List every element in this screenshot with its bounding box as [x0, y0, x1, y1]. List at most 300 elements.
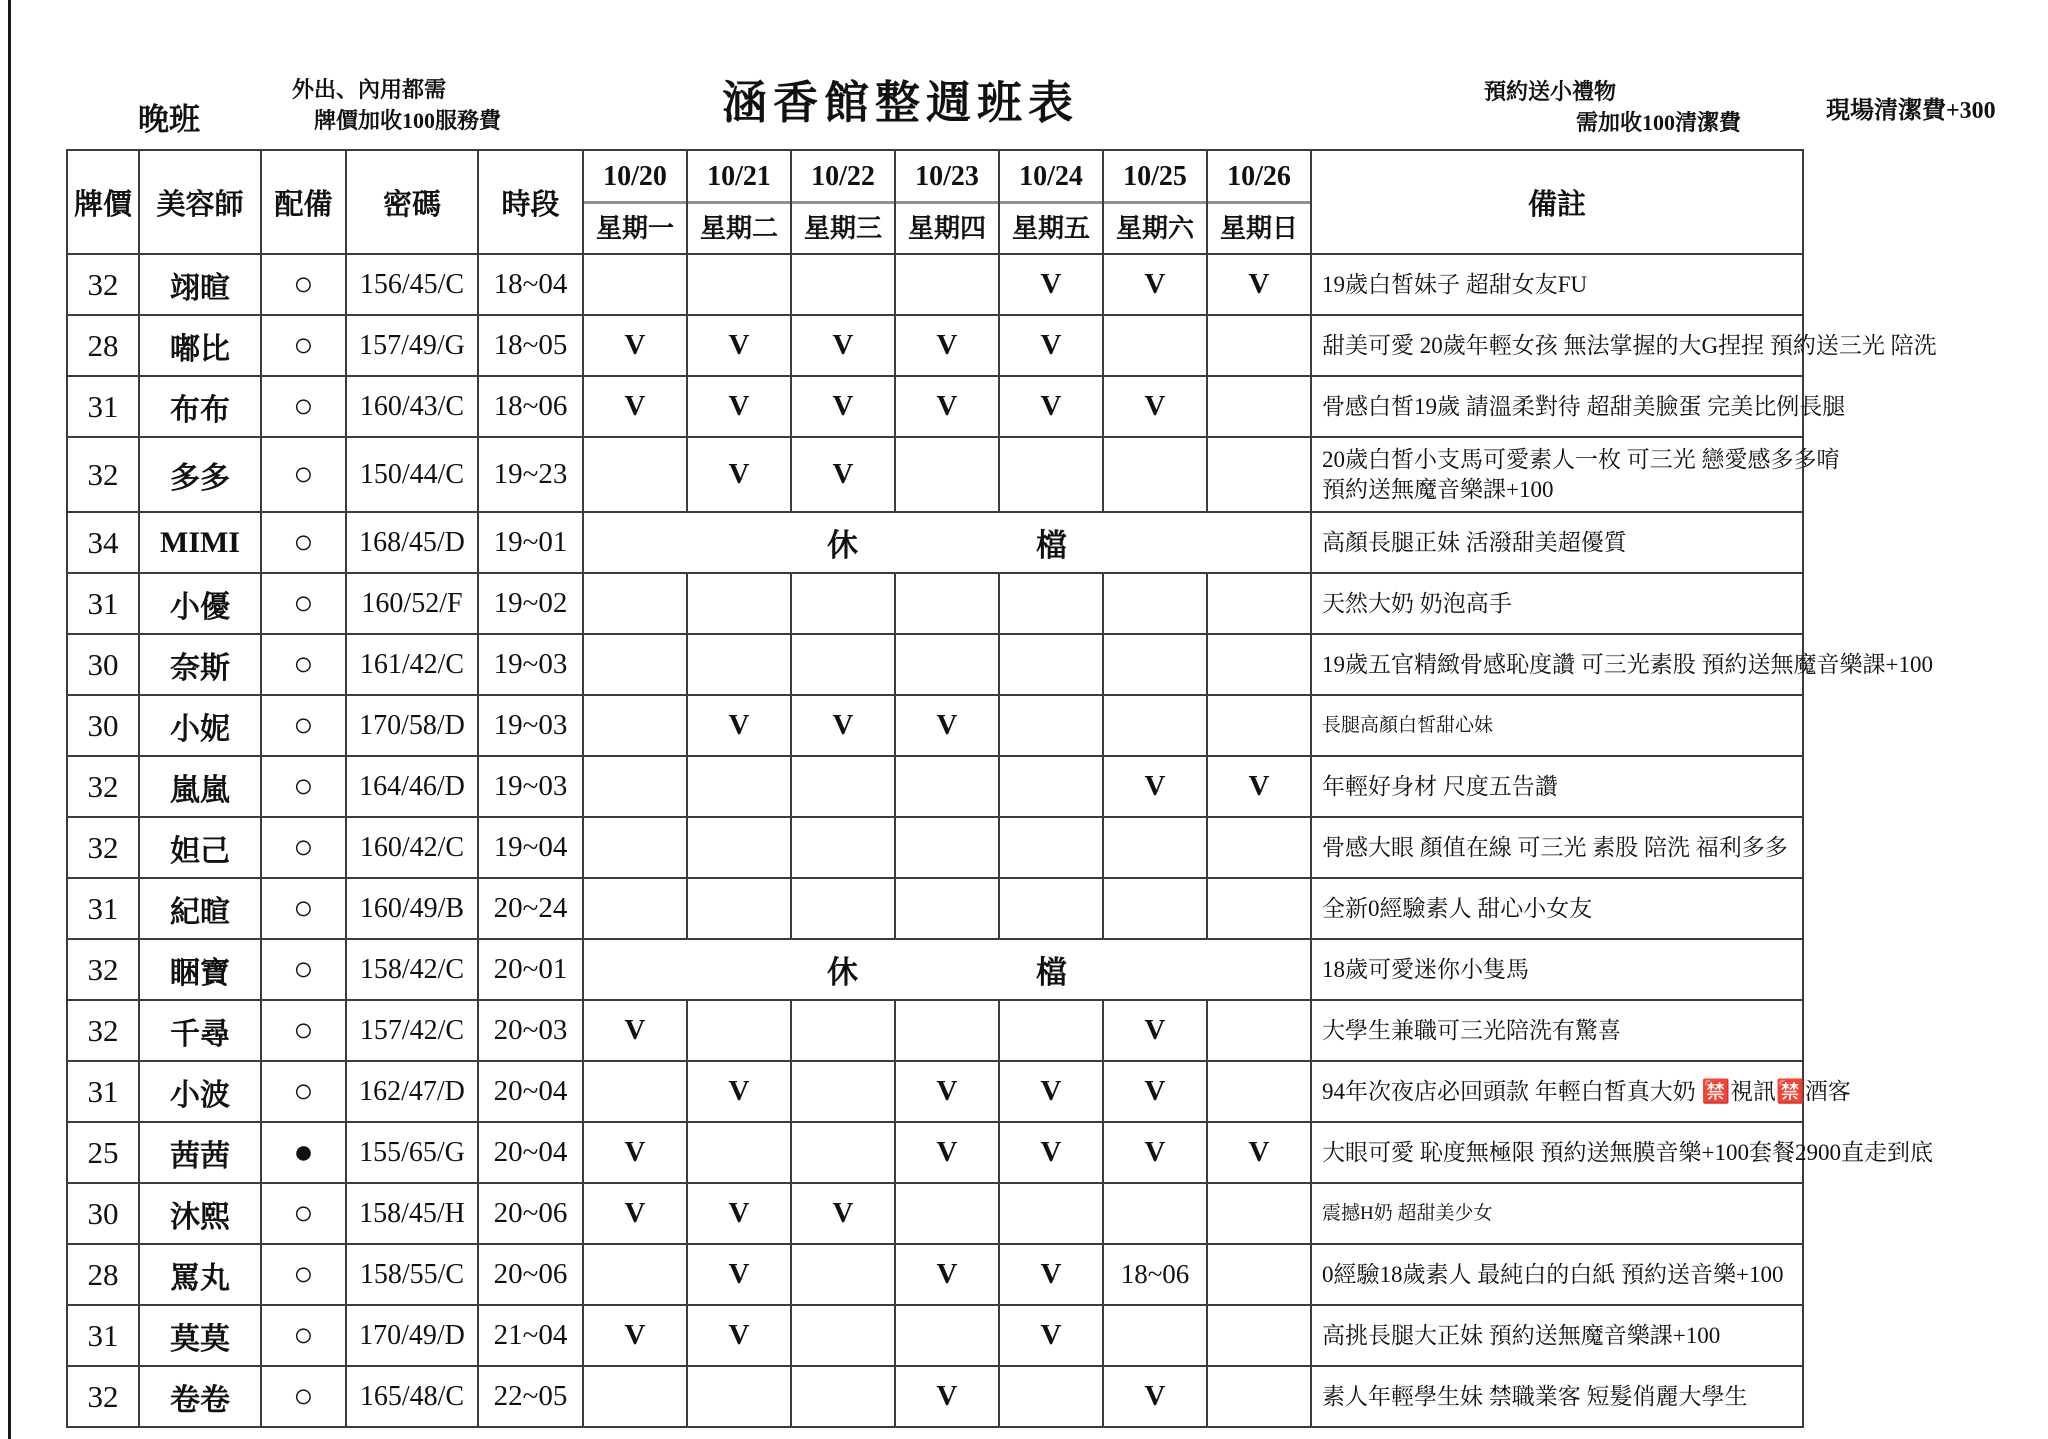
day-date: 10/21	[688, 151, 790, 204]
schedule-mark-cell: V	[1103, 254, 1207, 315]
price-cell: 31	[67, 376, 139, 437]
beautician-name-cell: 嘟比	[139, 315, 261, 376]
schedule-mark-cell: V	[583, 1122, 687, 1183]
schedule-mark-cell: V	[999, 1244, 1103, 1305]
schedule-mark-cell	[583, 573, 687, 634]
price-cell: 32	[67, 756, 139, 817]
schedule-mark-cell	[895, 1000, 999, 1061]
table-row	[67, 1244, 1803, 1305]
beautician-name-cell: 千尋	[139, 1000, 261, 1061]
remark-text: 甜美可愛 20歲年輕女孩 無法掌握的大G捏捏 預約送三光 陪洗	[1322, 332, 1937, 358]
schedule-mark-cell	[1207, 315, 1311, 376]
on-leave-cell	[583, 939, 1311, 1000]
day-date: 10/26	[1208, 151, 1310, 204]
remark-cell	[1311, 437, 1840, 512]
day-weekday: 星期一	[595, 214, 674, 243]
code-cell: 160/52/F	[346, 573, 478, 634]
remark-text: 高挑長腿大正妹 預約送無魔音樂課+100	[1322, 1322, 1721, 1348]
schedule-mark-cell	[1207, 1183, 1311, 1244]
column-header-day-6	[1103, 150, 1207, 254]
schedule-mark-cell	[895, 1305, 999, 1366]
table-row	[67, 1122, 1803, 1183]
on-leave-char: 休	[827, 528, 858, 563]
schedule-mark-cell: V	[687, 1183, 791, 1244]
booking-gift-note	[1484, 76, 1741, 138]
column-header-day-7	[1207, 150, 1311, 254]
schedule-mark-cell	[1103, 695, 1207, 756]
schedule-mark-cell: V	[583, 1305, 687, 1366]
code-cell: 158/42/C	[346, 939, 478, 1000]
remark-cell	[1311, 1305, 1803, 1366]
schedule-mark-cell: V	[895, 1366, 999, 1427]
column-header-day-5	[999, 150, 1103, 254]
schedule-mark-cell: V	[895, 695, 999, 756]
table-row	[67, 1061, 1803, 1122]
schedule-mark-cell	[1207, 1305, 1311, 1366]
schedule-mark-cell	[687, 756, 791, 817]
schedule-mark-cell: V	[583, 376, 687, 437]
equipment-indicator-cell: ○	[261, 573, 346, 634]
remark-text: 18歲可愛迷你小隻馬	[1322, 956, 1529, 982]
schedule-mark-cell	[687, 817, 791, 878]
code-cell: 170/49/D	[346, 1305, 478, 1366]
schedule-mark-cell	[999, 1366, 1103, 1427]
beautician-name-cell: MIMI	[139, 512, 261, 573]
timeslot-cell: 18~04	[478, 254, 583, 315]
table-row	[67, 376, 1803, 437]
equipment-indicator-cell: ○	[261, 254, 346, 315]
schedule-mark-cell: V	[1207, 756, 1311, 817]
timeslot-cell: 20~04	[478, 1122, 583, 1183]
schedule-mark-cell: V	[895, 1122, 999, 1183]
booking-gift-note-line2: 需加收100清潔費	[1576, 110, 1742, 135]
remark-text: 年輕好身材 尺度五告讚	[1322, 773, 1558, 799]
schedule-mark-cell	[895, 1183, 999, 1244]
schedule-mark-cell	[687, 1122, 791, 1183]
remark-cell	[1311, 695, 1803, 756]
beautician-name-cell: 沐熙	[139, 1183, 261, 1244]
schedule-mark-cell: V	[895, 376, 999, 437]
equipment-indicator-cell: ○	[261, 634, 346, 695]
day-date: 10/22	[792, 151, 894, 204]
column-header-beautician: 美容師	[139, 150, 261, 254]
schedule-mark-cell: V	[791, 1183, 895, 1244]
code-cell: 165/48/C	[346, 1366, 478, 1427]
remark-text: 天然大奶 奶泡高手	[1322, 590, 1512, 616]
schedule-mark-cell: V	[895, 1061, 999, 1122]
day-date: 10/25	[1104, 151, 1206, 204]
price-cell: 32	[67, 254, 139, 315]
equipment-indicator-cell: ●	[261, 1122, 346, 1183]
onsite-cleaning-fee-note: 現場清潔費+300	[1826, 98, 1996, 124]
schedule-mark-cell	[791, 1244, 895, 1305]
price-cell: 34	[67, 512, 139, 573]
schedule-mark-cell	[999, 634, 1103, 695]
on-leave-char: 休	[827, 955, 858, 990]
schedule-mark-cell: V	[999, 376, 1103, 437]
code-cell: 168/45/D	[346, 512, 478, 573]
column-header-price: 牌價	[67, 150, 139, 254]
schedule-mark-cell	[687, 1366, 791, 1427]
schedule-mark-cell: V	[999, 1061, 1103, 1122]
price-cell: 31	[67, 573, 139, 634]
timeslot-cell: 20~04	[478, 1061, 583, 1122]
schedule-mark-cell	[999, 695, 1103, 756]
equipment-indicator-cell: ○	[261, 939, 346, 1000]
schedule-mark-cell	[1207, 695, 1311, 756]
schedule-mark-cell	[791, 878, 895, 939]
schedule-mark-cell	[1207, 1366, 1311, 1427]
remark-text: 0經驗18歲素人 最純白的白紙 預約送音樂+100	[1322, 1261, 1784, 1287]
code-cell: 155/65/G	[346, 1122, 478, 1183]
price-cell: 30	[67, 1183, 139, 1244]
on-leave-char: 檔	[1036, 528, 1067, 563]
schedule-mark-cell	[999, 756, 1103, 817]
timeslot-cell: 19~23	[478, 437, 583, 512]
schedule-mark-cell	[791, 1366, 895, 1427]
timeslot-cell: 20~06	[478, 1244, 583, 1305]
schedule-mark-cell	[583, 1244, 687, 1305]
schedule-mark-cell	[1103, 1305, 1207, 1366]
column-header-day-3	[791, 150, 895, 254]
table-row	[67, 695, 1803, 756]
code-cell: 158/45/H	[346, 1183, 478, 1244]
beautician-name-cell: 茜茜	[139, 1122, 261, 1183]
service-fee-note-line1: 外出、內用都需	[292, 77, 447, 102]
schedule-mark-cell	[1207, 1000, 1311, 1061]
schedule-mark-cell	[583, 254, 687, 315]
service-fee-note-line2: 牌價加收100服務費	[314, 108, 502, 133]
table-row	[67, 1000, 1803, 1061]
table-row	[67, 939, 1803, 1000]
schedule-mark-cell	[1207, 437, 1311, 512]
schedule-mark-cell	[895, 634, 999, 695]
schedule-mark-cell	[583, 878, 687, 939]
column-header-day-2	[687, 150, 791, 254]
price-cell: 32	[67, 939, 139, 1000]
table-row	[67, 437, 1803, 512]
price-cell: 30	[67, 695, 139, 756]
table-row	[67, 1366, 1803, 1427]
schedule-mark-cell: V	[1103, 1000, 1207, 1061]
schedule-mark-cell	[583, 634, 687, 695]
schedule-mark-cell	[1207, 376, 1311, 437]
day-weekday: 星期三	[803, 214, 882, 243]
timeslot-cell: 19~01	[478, 512, 583, 573]
remark-text: 94年次夜店必回頭款 年輕白皙真大奶 🈲視訊🈲酒客	[1322, 1078, 1851, 1104]
beautician-name-cell: 小波	[139, 1061, 261, 1122]
schedule-mark-cell	[1103, 1183, 1207, 1244]
schedule-mark-cell	[583, 437, 687, 512]
price-cell: 32	[67, 817, 139, 878]
column-header-timeslot: 時段	[478, 150, 583, 254]
timeslot-cell: 18~06	[478, 376, 583, 437]
beautician-name-cell: 紀暄	[139, 878, 261, 939]
table-row	[67, 756, 1803, 817]
schedule-mark-cell: V	[687, 437, 791, 512]
schedule-table	[66, 149, 1937, 1428]
remark-cell	[1311, 1061, 1851, 1122]
day-date: 10/20	[584, 151, 686, 204]
schedule-mark-cell: V	[999, 315, 1103, 376]
table-row	[67, 512, 1803, 573]
schedule-mark-cell	[1207, 573, 1311, 634]
schedule-mark-cell	[583, 1061, 687, 1122]
equipment-indicator-cell: ○	[261, 878, 346, 939]
schedule-mark-cell	[895, 254, 999, 315]
remark-cell	[1311, 634, 1933, 695]
remark-text: 全新0經驗素人 甜心小女友	[1322, 895, 1593, 921]
timeslot-cell: 20~03	[478, 1000, 583, 1061]
beautician-name-cell: 布布	[139, 376, 261, 437]
timeslot-cell: 21~04	[478, 1305, 583, 1366]
remark-cell	[1311, 1366, 1803, 1427]
remark-text: 長腿高顏白皙甜心妹	[1322, 714, 1494, 736]
schedule-mark-cell	[791, 573, 895, 634]
code-cell: 158/55/C	[346, 1244, 478, 1305]
schedule-mark-cell	[791, 1061, 895, 1122]
table-row	[67, 1183, 1803, 1244]
price-cell: 32	[67, 437, 139, 512]
beautician-name-cell: 多多	[139, 437, 261, 512]
schedule-mark-cell: V	[687, 315, 791, 376]
schedule-mark-cell	[1207, 817, 1311, 878]
timeslot-cell: 20~01	[478, 939, 583, 1000]
column-header-day-1	[583, 150, 687, 254]
schedule-mark-cell: V	[583, 1183, 687, 1244]
beautician-name-cell: 嵐嵐	[139, 756, 261, 817]
day-weekday: 星期六	[1115, 214, 1194, 243]
equipment-indicator-cell: ○	[261, 437, 346, 512]
remark-cell	[1311, 756, 1803, 817]
schedule-mark-cell	[999, 817, 1103, 878]
schedule-mark-cell	[1103, 817, 1207, 878]
equipment-indicator-cell: ○	[261, 1366, 346, 1427]
timeslot-cell: 19~03	[478, 756, 583, 817]
remark-text: 大眼可愛 恥度無極限 預約送無膜音樂+100套餐2900直走到底	[1322, 1139, 1933, 1165]
schedule-mark-cell	[999, 878, 1103, 939]
price-cell: 31	[67, 878, 139, 939]
price-cell: 25	[67, 1122, 139, 1183]
price-cell: 28	[67, 315, 139, 376]
code-cell: 150/44/C	[346, 437, 478, 512]
service-fee-note	[292, 74, 501, 136]
equipment-indicator-cell: ○	[261, 1244, 346, 1305]
equipment-indicator-cell: ○	[261, 1183, 346, 1244]
on-leave-char: 檔	[1036, 955, 1067, 990]
equipment-indicator-cell: ○	[261, 376, 346, 437]
schedule-mark-cell: V	[999, 254, 1103, 315]
day-date: 10/24	[1000, 151, 1102, 204]
schedule-mark-cell	[895, 878, 999, 939]
code-cell: 157/42/C	[346, 1000, 478, 1061]
schedule-mark-cell: V	[791, 315, 895, 376]
code-cell: 170/58/D	[346, 695, 478, 756]
schedule-mark-cell	[895, 756, 999, 817]
column-header-remarks: 備註	[1311, 150, 1803, 254]
schedule-mark-cell	[791, 1305, 895, 1366]
page-left-border	[8, 0, 11, 1439]
beautician-name-cell: 卷卷	[139, 1366, 261, 1427]
beautician-name-cell: 小妮	[139, 695, 261, 756]
schedule-mark-cell: V	[999, 1122, 1103, 1183]
schedule-mark-cell	[1207, 878, 1311, 939]
equipment-indicator-cell: ○	[261, 315, 346, 376]
timeslot-cell: 18~05	[478, 315, 583, 376]
table-row	[67, 878, 1803, 939]
beautician-name-cell: 妲己	[139, 817, 261, 878]
remark-text: 高顏長腿正妹 活潑甜美超優質	[1322, 529, 1627, 555]
equipment-indicator-cell: ○	[261, 1305, 346, 1366]
schedule-mark-cell	[895, 437, 999, 512]
remark-text-line2: 預約送無魔音樂課+100	[1322, 476, 1554, 502]
beautician-name-cell: 翊暄	[139, 254, 261, 315]
schedule-mark-cell	[1103, 315, 1207, 376]
code-cell: 160/43/C	[346, 376, 478, 437]
page-title: 涵香館整週班表	[722, 78, 1080, 128]
header-row	[67, 150, 1803, 254]
day-date: 10/23	[896, 151, 998, 204]
timeslot-cell: 19~04	[478, 817, 583, 878]
schedule-mark-cell	[583, 756, 687, 817]
remark-cell	[1311, 1183, 1803, 1244]
schedule-mark-cell	[687, 1000, 791, 1061]
schedule-mark-cell	[687, 573, 791, 634]
column-header-code: 密碼	[346, 150, 478, 254]
remark-cell	[1311, 376, 1846, 437]
timeslot-cell: 19~03	[478, 634, 583, 695]
schedule-mark-cell	[687, 878, 791, 939]
remark-cell	[1311, 939, 1803, 1000]
day-weekday: 星期五	[1011, 214, 1090, 243]
schedule-mark-cell	[583, 1366, 687, 1427]
on-leave-label	[584, 520, 1310, 565]
remark-cell	[1311, 1244, 1803, 1305]
schedule-mark-cell	[999, 1183, 1103, 1244]
schedule-mark-cell	[1207, 634, 1311, 695]
schedule-mark-cell	[583, 695, 687, 756]
schedule-mark-cell	[791, 1000, 895, 1061]
code-cell: 161/42/C	[346, 634, 478, 695]
code-cell: 162/47/D	[346, 1061, 478, 1122]
remark-cell	[1311, 878, 1803, 939]
schedule-mark-cell: V	[1103, 756, 1207, 817]
code-cell: 164/46/D	[346, 756, 478, 817]
schedule-mark-cell: V	[687, 1061, 791, 1122]
timeslot-cell: 22~05	[478, 1366, 583, 1427]
table-row	[67, 573, 1803, 634]
schedule-mark-cell: V	[1103, 1061, 1207, 1122]
beautician-name-cell: 小優	[139, 573, 261, 634]
schedule-mark-cell	[1103, 878, 1207, 939]
schedule-mark-cell	[1103, 437, 1207, 512]
schedule-mark-cell: V	[1207, 1122, 1311, 1183]
equipment-indicator-cell: ○	[261, 756, 346, 817]
remark-text: 19歲白皙妹子 超甜女友FU	[1322, 271, 1588, 297]
schedule-mark-cell: V	[687, 1244, 791, 1305]
schedule-mark-cell: V	[1103, 1366, 1207, 1427]
price-cell: 30	[67, 634, 139, 695]
schedule-mark-cell	[895, 817, 999, 878]
code-cell: 157/49/G	[346, 315, 478, 376]
day-weekday: 星期日	[1219, 214, 1298, 243]
schedule-mark-cell: V	[1103, 376, 1207, 437]
remark-cell	[1311, 315, 1937, 376]
table-row	[67, 817, 1803, 878]
price-cell: 32	[67, 1366, 139, 1427]
remark-text: 大學生兼職可三光陪洗有驚喜	[1322, 1017, 1621, 1043]
remark-text: 骨感白皙19歲 請溫柔對待 超甜美臉蛋 完美比例長腿	[1322, 393, 1846, 419]
schedule-mark-cell	[1103, 634, 1207, 695]
schedule-mark-cell	[1207, 1061, 1311, 1122]
beautician-name-cell: 睏寶	[139, 939, 261, 1000]
equipment-indicator-cell: ○	[261, 695, 346, 756]
shift-label: 晚班	[138, 102, 200, 137]
schedule-mark-cell	[1103, 573, 1207, 634]
table-row	[67, 315, 1803, 376]
on-leave-cell	[583, 512, 1311, 573]
timeslot-cell: 20~24	[478, 878, 583, 939]
schedule-mark-cell	[999, 437, 1103, 512]
schedule-mark-cell: V	[583, 315, 687, 376]
code-cell: 160/42/C	[346, 817, 478, 878]
on-leave-label	[584, 947, 1310, 992]
remark-text: 20歲白皙小支馬可愛素人一枚 可三光 戀愛感多多唷	[1322, 446, 1840, 472]
equipment-indicator-cell: ○	[261, 1000, 346, 1061]
remark-cell	[1311, 1000, 1803, 1061]
equipment-indicator-cell: ○	[261, 817, 346, 878]
remark-cell	[1311, 817, 1803, 878]
schedule-mark-cell: V	[1207, 254, 1311, 315]
schedule-mark-cell: V	[687, 376, 791, 437]
schedule-mark-cell: 18~06	[1103, 1244, 1207, 1305]
price-cell: 31	[67, 1061, 139, 1122]
price-cell: 32	[67, 1000, 139, 1061]
timeslot-cell: 19~02	[478, 573, 583, 634]
equipment-indicator-cell: ○	[261, 512, 346, 573]
schedule-mark-cell	[791, 817, 895, 878]
code-cell: 156/45/C	[346, 254, 478, 315]
column-header-equipment: 配備	[261, 150, 346, 254]
beautician-name-cell: 罵丸	[139, 1244, 261, 1305]
schedule-mark-cell: V	[791, 695, 895, 756]
remark-cell	[1311, 254, 1803, 315]
remark-cell	[1311, 1122, 1933, 1183]
schedule-mark-cell	[687, 254, 791, 315]
schedule-mark-cell	[791, 756, 895, 817]
remark-text: 素人年輕學生妹 禁職業客 短髮俏麗大學生	[1322, 1383, 1748, 1409]
schedule-mark-cell: V	[687, 1305, 791, 1366]
price-cell: 31	[67, 1305, 139, 1366]
day-weekday: 星期四	[907, 214, 986, 243]
schedule-mark-cell	[1207, 1244, 1311, 1305]
schedule-mark-cell: V	[895, 1244, 999, 1305]
schedule-mark-cell	[791, 634, 895, 695]
table-row	[67, 1305, 1803, 1366]
column-header-day-4	[895, 150, 999, 254]
schedule-mark-cell: V	[791, 376, 895, 437]
schedule-mark-cell	[895, 573, 999, 634]
remark-cell	[1311, 512, 1803, 573]
schedule-mark-cell: V	[583, 1000, 687, 1061]
schedule-mark-cell	[791, 254, 895, 315]
beautician-name-cell: 莫莫	[139, 1305, 261, 1366]
schedule-mark-cell: V	[791, 437, 895, 512]
price-cell: 28	[67, 1244, 139, 1305]
schedule-mark-cell	[791, 1122, 895, 1183]
schedule-mark-cell	[999, 1000, 1103, 1061]
table-row	[67, 254, 1803, 315]
